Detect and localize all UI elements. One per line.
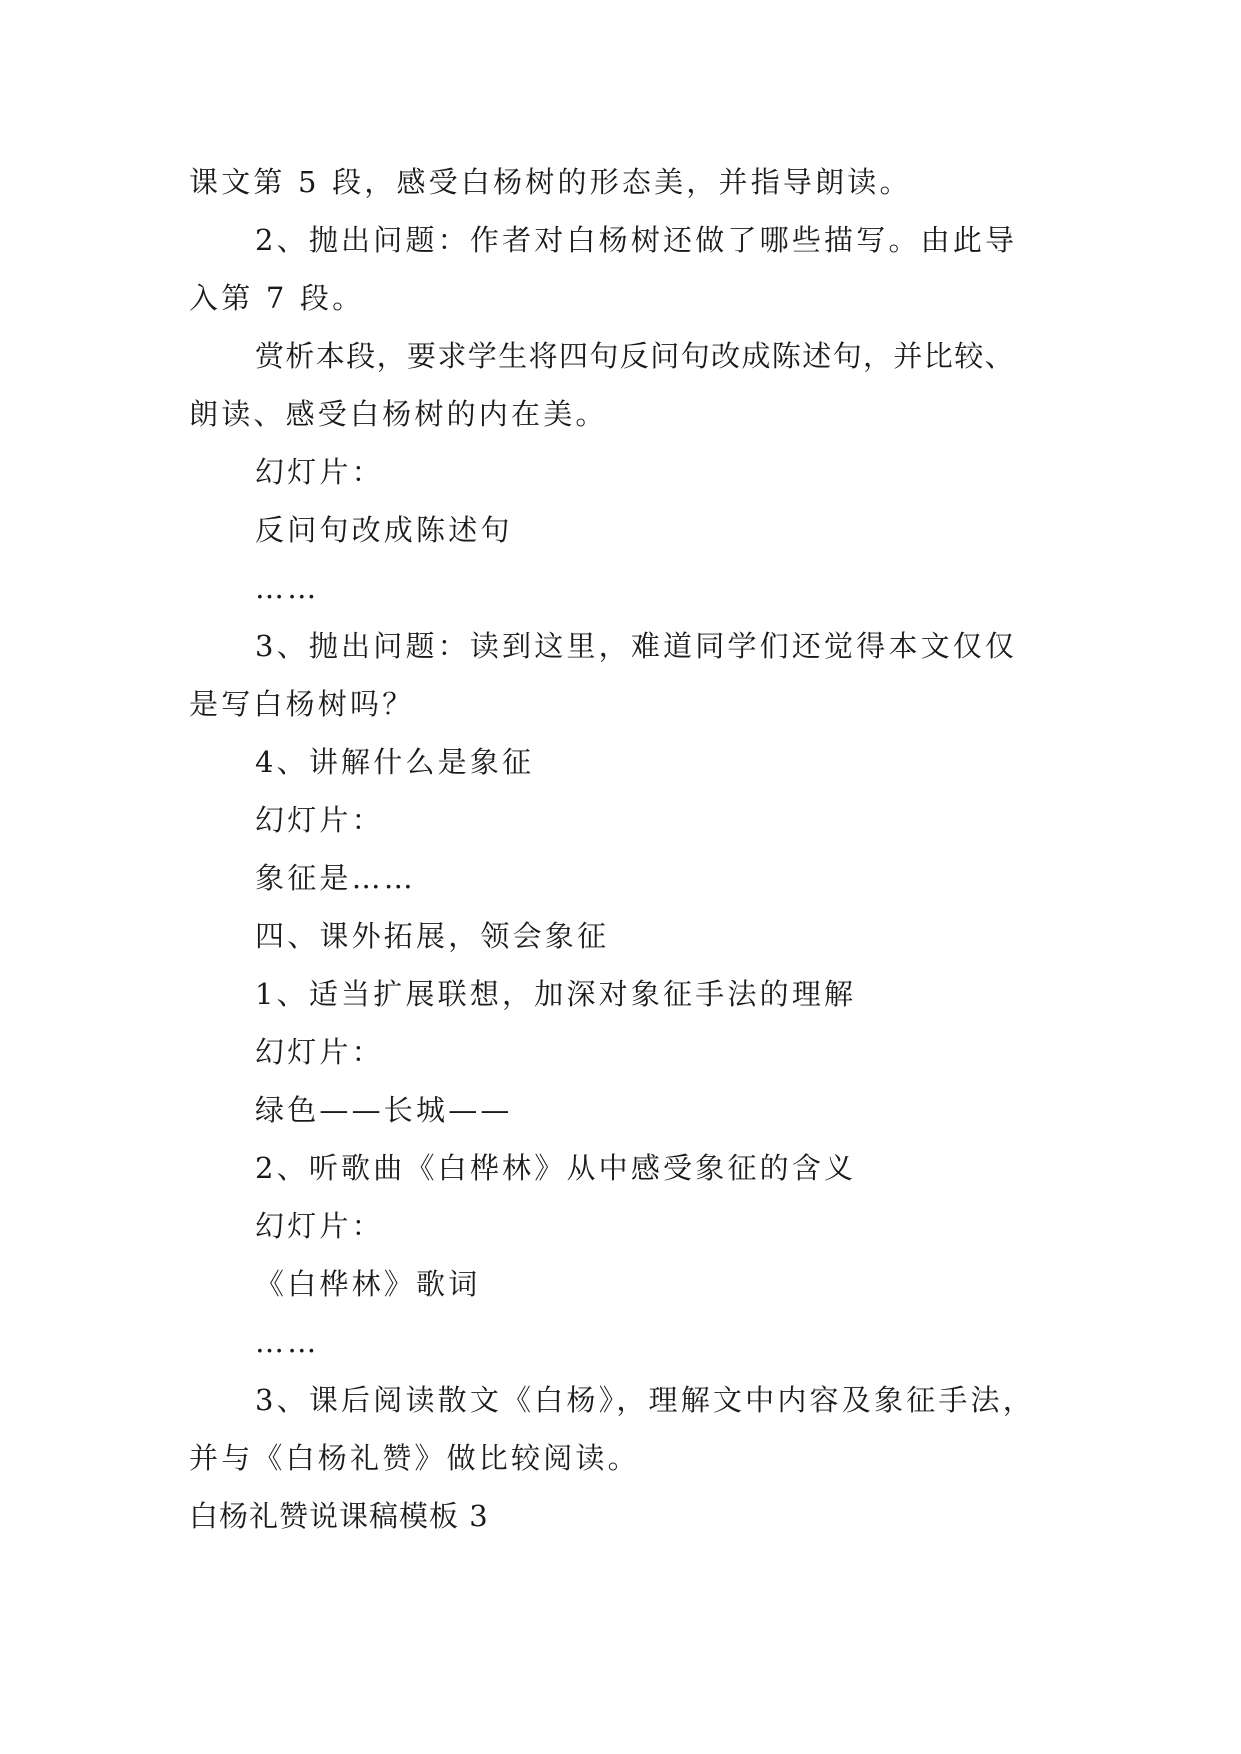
- section-heading: 白杨礼赞说课稿模板 3: [189, 1499, 489, 1533]
- text-line-23: 并与《白杨礼赞》做比较阅读。: [189, 1441, 640, 1475]
- text-line-11: 4、讲解什么是象征: [255, 745, 535, 779]
- text-line-20: 《白桦林》歌词: [255, 1267, 481, 1301]
- text-line-12: 幻灯片：: [255, 803, 384, 837]
- text-line-13: 象征是……: [255, 861, 417, 895]
- text-line-3: 入第 7 段。: [189, 281, 365, 315]
- text-line-21: ……: [255, 1325, 320, 1359]
- text-line-14: 四、课外拓展，领会象征: [255, 919, 610, 953]
- text-line-8: ……: [255, 571, 320, 605]
- text-line-16: 幻灯片：: [255, 1035, 384, 1069]
- text-line-5: 朗读、感受白杨树的内在美。: [189, 397, 608, 431]
- text-line-1: 课文第 5 段，感受白杨树的形态美，并指导朗读。: [189, 165, 912, 199]
- text-line-19: 幻灯片：: [255, 1209, 384, 1243]
- text-line-4: 赏析本段，要求学生将四句反问句改成陈述句，并比较、: [255, 339, 1016, 373]
- text-line-17: 绿色——长城——: [255, 1093, 513, 1127]
- text-line-6: 幻灯片：: [255, 455, 384, 489]
- text-line-2: 2、抛出问题：作者对白杨树还做了哪些描写。由此导: [255, 223, 1018, 257]
- text-line-10: 是写白杨树吗？: [189, 687, 415, 721]
- text-line-22: 3、课后阅读散文《白杨》，理解文中内容及象征手法，: [255, 1383, 1035, 1417]
- text-line-7: 反问句改成陈述句: [255, 513, 513, 547]
- text-line-9: 3、抛出问题：读到这里，难道同学们还觉得本文仅仅: [255, 629, 1018, 663]
- text-line-15: 1、适当扩展联想，加深对象征手法的理解: [255, 977, 857, 1011]
- text-line-18: 2、听歌曲《白桦林》从中感受象征的含义: [255, 1151, 857, 1185]
